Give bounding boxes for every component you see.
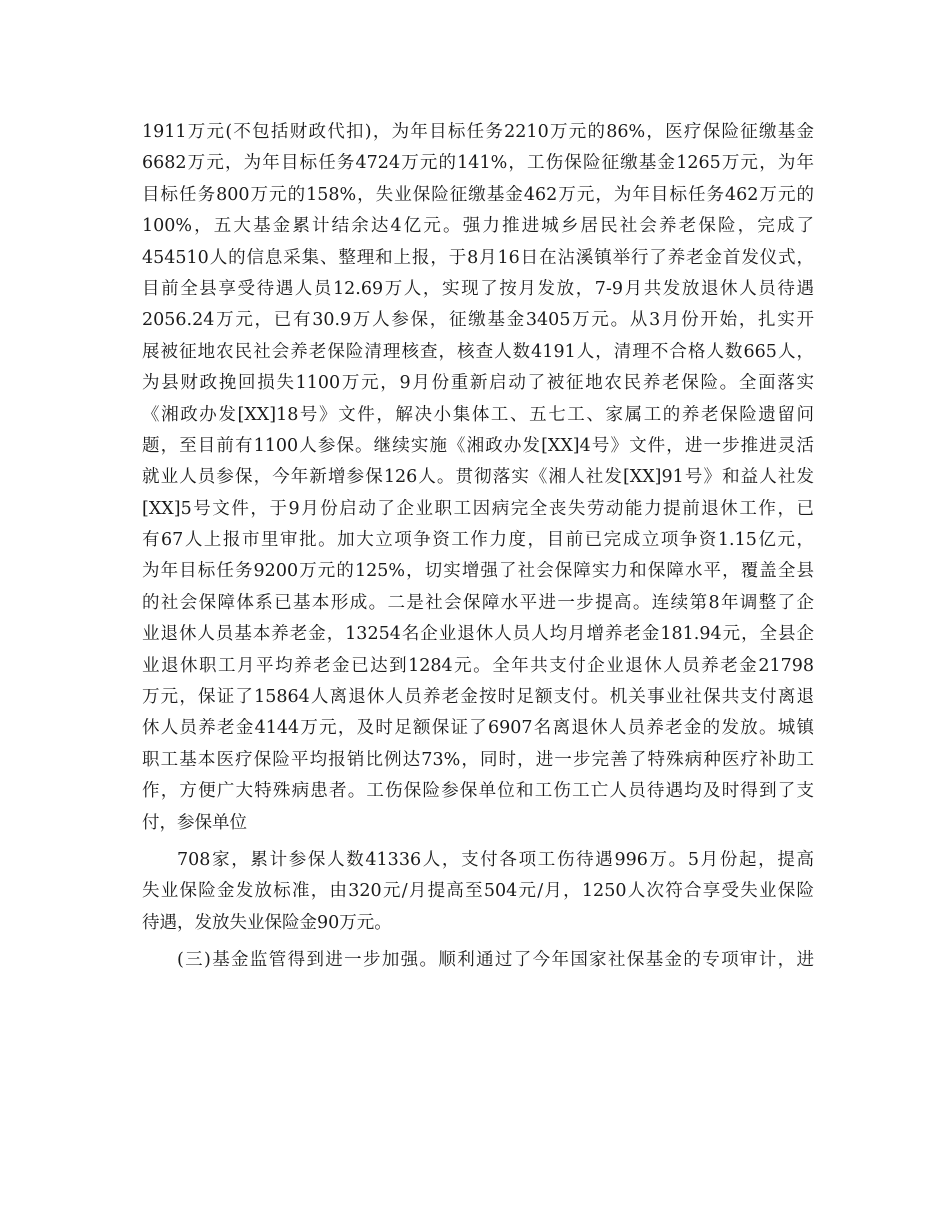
text-line: 目标任务800万元的158%，失业保险征缴基金462万元，为年目标任务462万元的	[142, 184, 814, 205]
text-line: (三)基金监管得到进一步加强。顺利通过了今年国家社保基金的专项审计，进	[177, 950, 814, 971]
text-line: 题，至目前有1100人参保。继续实施《湘政办发[XX]4号》文件，进一步推进灵活	[142, 435, 814, 456]
text-line: 为年目标任务9200万元的125%，切实增强了社会保障实力和保障水平，覆盖全县	[142, 561, 814, 582]
text-line: 100%，五大基金累计结余达4亿元。强力推进城乡居民社会养老保险，完成了	[142, 216, 814, 237]
paragraph-1	[142, 117, 814, 839]
text-line: [XX]5号文件，于9月份启动了企业职工因病完全丧失劳动能力提前退休工作，已	[142, 498, 814, 519]
text-line: 万元，保证了15864人离退休人员养老金按时足额支付。机关事业社保共支付离退	[142, 687, 814, 708]
text-line: 1911万元(不包括财政代扣)，为年目标任务2210万元的86%，医疗保险征缴基金	[142, 122, 814, 142]
text-line: 付，参保单位	[142, 812, 247, 833]
paragraph-3	[142, 945, 814, 976]
text-line: 待遇，发放失业保险金90万元。	[142, 912, 392, 933]
text-line: 休人员养老金4144万元，及时足额保证了6907名离退休人员养老金的发放。城镇	[142, 718, 814, 739]
text-line: 2056.24万元，已有30.9万人参保，征缴基金3405万元。从3月份开始，扎实开	[142, 310, 814, 331]
text-line: 失业保险金发放标准，由320元/月提高至504元/月，1250人次符合享受失业保险	[142, 881, 814, 902]
text-line: 《湘政办发[XX]18号》文件，解决小集体工、五七工、家属工的养老保险遗留问	[142, 404, 814, 425]
text-line: 业退休职工月平均养老金已达到1284元。全年共支付企业退休人员养老金21798	[142, 655, 814, 676]
text-line: 为县财政挽回损失1100万元，9月份重新启动了被征地农民养老保险。全面落实	[142, 373, 814, 394]
text-line: 708家，累计参保人数41336人，支付各项工伤待遇996万。5月份起，提高	[177, 849, 814, 870]
text-line: 有67人上报市里审批。加大立项争资工作力度，目前已完成立项争资1.15亿元，	[142, 530, 814, 551]
text-line: 目前全县享受待遇人员12.69万人，实现了按月发放，7-9月共发放退休人员待遇	[142, 278, 814, 299]
text-line: 展被征地农民社会养老保险清理核查，核查人数4191人，清理不合格人数665人，	[142, 341, 814, 362]
document-body	[142, 117, 814, 977]
text-line: 的社会保障体系已基本形成。二是社会保障水平进一步提高。连续第8年调整了企	[142, 592, 814, 613]
text-line: 6682万元，为年目标任务4724万元的141%，工伤保险征缴基金1265万元，为年	[142, 153, 814, 174]
text-line: 454510人的信息采集、整理和上报，于8月16日在沾溪镇举行了养老金首发仪式，	[142, 247, 814, 268]
paragraph-2	[142, 845, 814, 939]
text-line: 作，方便广大特殊病患者。工伤保险参保单位和工伤工亡人员待遇均及时得到了支	[142, 781, 814, 802]
text-line: 职工基本医疗保险平均报销比例达73%，同时，进一步完善了特殊病种医疗补助工	[142, 749, 814, 770]
text-line: 就业人员参保，今年新增参保126人。贯彻落实《湘人社发[XX]91号》和益人社发	[142, 467, 814, 488]
text-line: 业退休人员基本养老金，13254名企业退休人员人均月增养老金181.94元，全县企	[142, 624, 814, 645]
